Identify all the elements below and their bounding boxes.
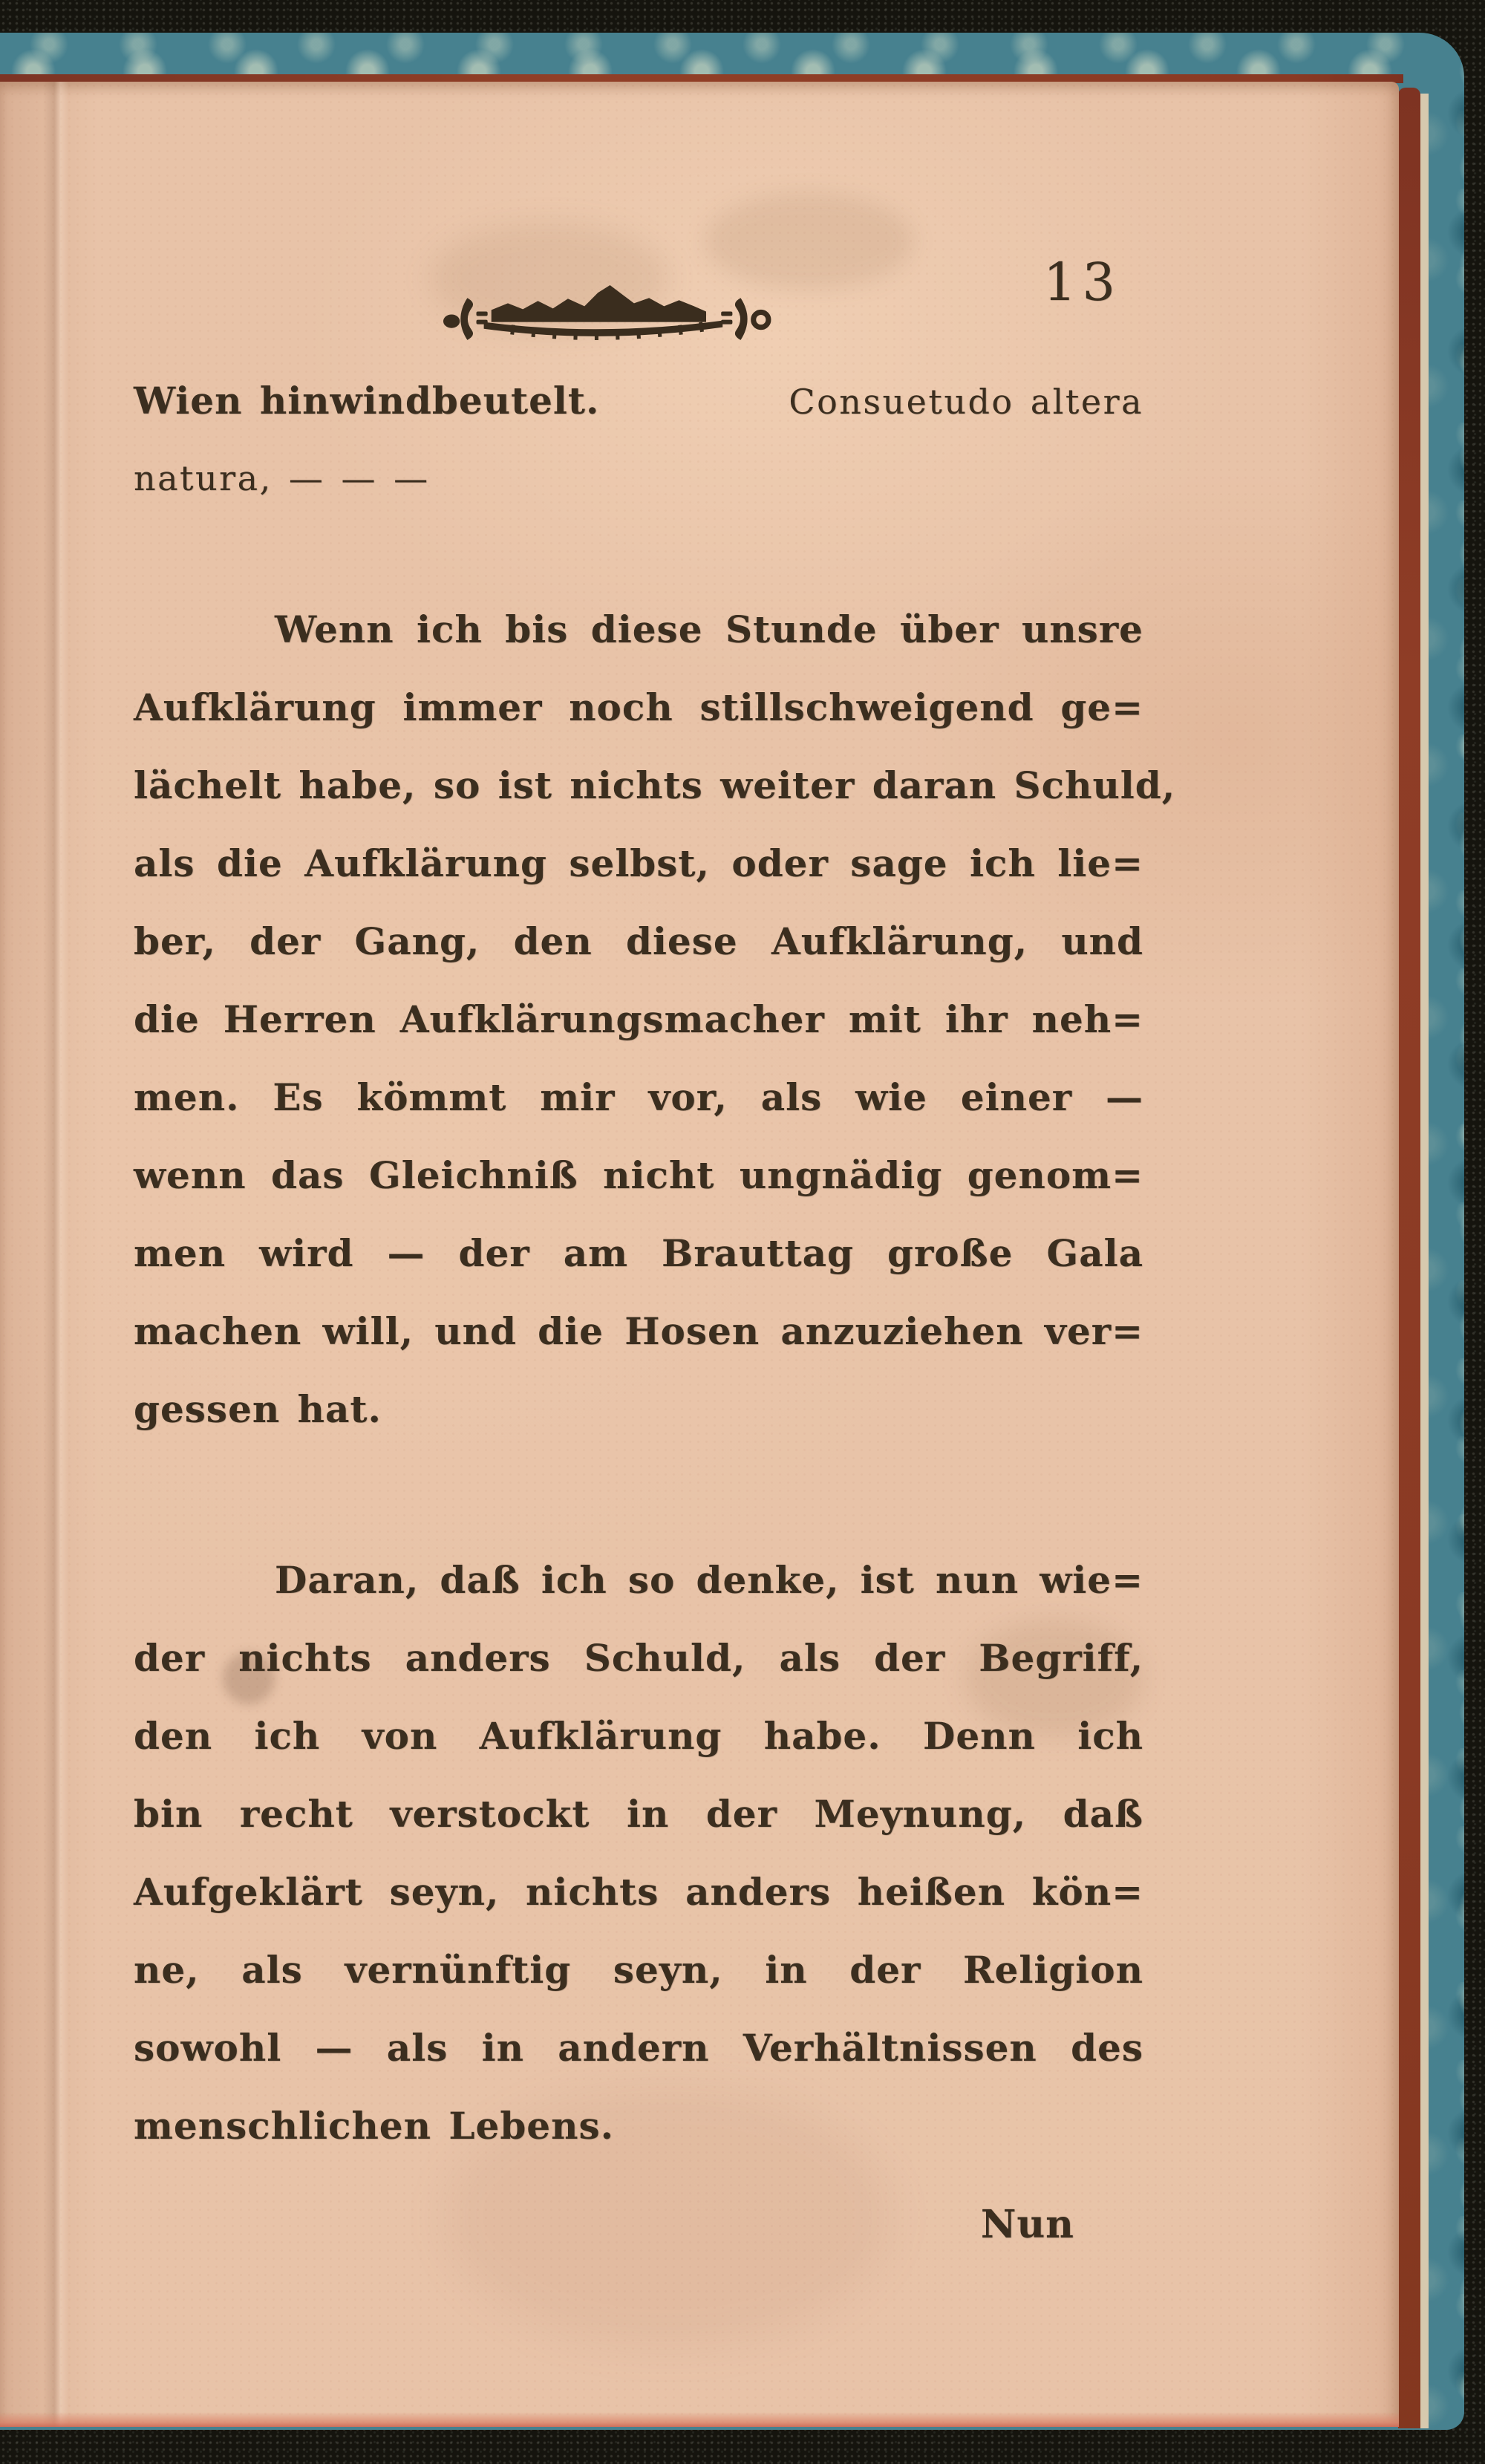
book-page	[0, 82, 1399, 2427]
text-line: Wenn ich bis diese Stunde über unsre	[275, 607, 1143, 651]
text-line: lächelt habe, so ist nichts weiter daran Schuld,	[134, 763, 1176, 807]
catchword: Nun	[980, 2202, 1074, 2247]
text-line: sowohl — als in andern Verhältnissen des	[134, 2026, 1143, 2070]
text-line: natura, — — —	[134, 458, 430, 498]
text-line: machen will, und die Hosen anzuziehen ver=	[134, 1309, 1143, 1353]
intro-block	[134, 362, 1143, 518]
book-block-paper-edge	[1420, 94, 1429, 2428]
text-line: Aufgeklärt seyn, nichts anders heißen kön=	[134, 1870, 1143, 1914]
text-line: men wird — der am Brauttag große Gala	[134, 1231, 1143, 1275]
book-block-red-fore-edge	[1398, 88, 1420, 2428]
paragraph-1	[134, 590, 1176, 1448]
intro-fraktur-text: Wien hinwindbeutelt.	[134, 379, 600, 423]
text-line: als die Aufklärung selbst, oder sage ich lie=	[134, 841, 1143, 885]
text-line: ber, der Gang, den diese Aufklärung, und	[134, 919, 1143, 963]
text-line: menschlichen Lebens.	[134, 2104, 615, 2148]
text-line: die Herren Aufklärungsmacher mit ihr neh=	[134, 997, 1143, 1041]
text-line: Daran, daß ich so denke, ist nun wie=	[275, 1558, 1143, 1602]
paper-stain	[705, 193, 913, 290]
headpiece-ornament-icon	[442, 281, 772, 349]
text-line: gessen hat.	[134, 1387, 382, 1431]
text-line	[134, 362, 1143, 440]
paragraph-2	[134, 1541, 1143, 2165]
text-line: men. Es kömmt mir vor, als wie einer —	[134, 1075, 1143, 1119]
page-crease	[43, 82, 68, 2427]
text-line: den ich von Aufklärung habe. Denn ich	[134, 1714, 1143, 1758]
text-line: Aufklärung immer noch stillschweigend ge=	[134, 685, 1143, 729]
text-line: bin recht verstockt in der Meynung, daß	[134, 1792, 1143, 1836]
text-line: der nichts anders Schuld, als der Begriff,	[134, 1636, 1143, 1680]
text-line: ne, als vernünftig seyn, in der Religion	[134, 1948, 1143, 1992]
text-line: wenn das Gleichniß nicht ungnädig genom=	[134, 1153, 1143, 1197]
intro-latin-text: Consuetudo altera	[789, 382, 1143, 422]
page-number: 13	[1043, 252, 1122, 313]
